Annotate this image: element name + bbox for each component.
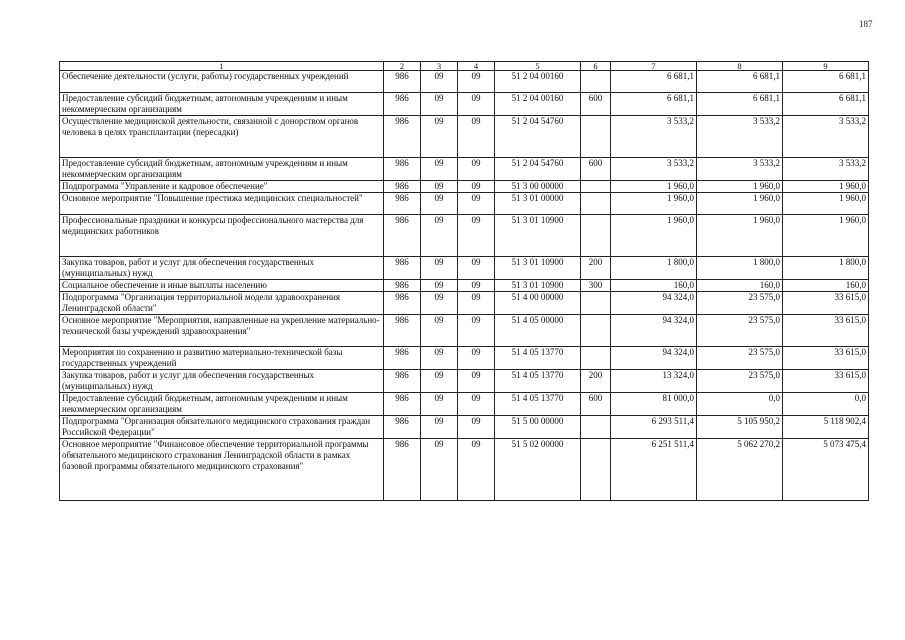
row-code-ministry: 986: [384, 158, 421, 181]
header-cell: 9: [783, 62, 869, 71]
header-cell: 2: [384, 62, 421, 71]
row-amount-y2: 23 575,0: [697, 315, 783, 347]
row-name: Осуществление медицинской деятельности, связанной с донорством органов человека в целях трансплантации (пересадки): [60, 116, 384, 158]
row-code-section: 09: [421, 439, 458, 501]
row-name: Подпрограмма "Управление и кадровое обеспечение": [60, 181, 384, 193]
row-amount-y3: 0,0: [783, 393, 869, 416]
row-code-target: 51 2 04 54760: [495, 116, 581, 158]
row-code-section: 09: [421, 292, 458, 315]
row-amount-y3: 33 615,0: [783, 370, 869, 393]
row-code-ministry: 986: [384, 215, 421, 257]
row-code-subsection: 09: [458, 280, 495, 292]
row-code-target: 51 2 04 00160: [495, 93, 581, 116]
row-amount-y3: 6 681,1: [783, 71, 869, 93]
row-code-target: 51 4 05 13770: [495, 370, 581, 393]
row-amount-y1: 6 681,1: [611, 93, 697, 116]
row-code-section: 09: [421, 257, 458, 280]
row-name: Основное мероприятие "Мероприятия, направленные на укрепление материально-технической базы учреждений здравоохранения": [60, 315, 384, 347]
row-code-target: 51 2 04 00160: [495, 71, 581, 93]
row-code-target: 51 3 01 10900: [495, 257, 581, 280]
row-code-expense: [581, 416, 611, 439]
row-code-expense: [581, 193, 611, 215]
row-code-section: 09: [421, 370, 458, 393]
row-name: Основное мероприятие "Повышение престижа медицинских специальностей": [60, 193, 384, 215]
row-code-subsection: 09: [458, 370, 495, 393]
row-code-subsection: 09: [458, 315, 495, 347]
row-amount-y3: 6 681,1: [783, 93, 869, 116]
row-code-target: 51 3 01 10900: [495, 215, 581, 257]
row-amount-y3: 33 615,0: [783, 315, 869, 347]
row-amount-y1: 3 533,2: [611, 116, 697, 158]
row-name: Предоставление субсидий бюджетным, автономным учреждениям и иным некоммерческим организациям: [60, 158, 384, 181]
row-amount-y3: 5 118 902,4: [783, 416, 869, 439]
table-row: [60, 292, 869, 315]
row-amount-y2: 0,0: [697, 393, 783, 416]
row-code-expense: 300: [581, 280, 611, 292]
row-amount-y3: 5 073 475,4: [783, 439, 869, 501]
row-name: Профессиональные праздники и конкурсы профессионального мастерства для медицинских работников: [60, 215, 384, 257]
row-amount-y2: 23 575,0: [697, 347, 783, 370]
row-amount-y1: 6 681,1: [611, 71, 697, 93]
row-code-section: 09: [421, 158, 458, 181]
table-row: [60, 370, 869, 393]
page-number: 187: [859, 19, 873, 29]
row-amount-y3: 3 533,2: [783, 158, 869, 181]
row-code-expense: [581, 71, 611, 93]
row-amount-y3: 1 960,0: [783, 181, 869, 193]
row-code-expense: [581, 315, 611, 347]
row-code-target: 51 4 05 13770: [495, 347, 581, 370]
row-amount-y2: 3 533,2: [697, 116, 783, 158]
table-row: [60, 347, 869, 370]
row-code-expense: 200: [581, 257, 611, 280]
row-code-target: 51 5 00 00000: [495, 416, 581, 439]
row-code-target: 51 3 01 10900: [495, 280, 581, 292]
row-name: Предоставление субсидий бюджетным, автономным учреждениям и иным некоммерческим организациям: [60, 93, 384, 116]
row-code-section: 09: [421, 393, 458, 416]
row-amount-y2: 6 681,1: [697, 93, 783, 116]
row-code-ministry: 986: [384, 193, 421, 215]
header-cell: 6: [581, 62, 611, 71]
header-cell: 7: [611, 62, 697, 71]
table-row: [60, 181, 869, 193]
table-row: [60, 257, 869, 280]
row-name: Мероприятия по сохранению и развитию материально-технической базы государственных учреждений: [60, 347, 384, 370]
table-row: [60, 71, 869, 93]
row-amount-y1: 13 324,0: [611, 370, 697, 393]
row-amount-y2: 160,0: [697, 280, 783, 292]
row-code-subsection: 09: [458, 158, 495, 181]
row-code-ministry: 986: [384, 71, 421, 93]
row-amount-y2: 1 960,0: [697, 215, 783, 257]
row-name: Социальное обеспечение и иные выплаты населению: [60, 280, 384, 292]
row-amount-y1: 160,0: [611, 280, 697, 292]
row-amount-y2: 23 575,0: [697, 292, 783, 315]
row-code-subsection: 09: [458, 439, 495, 501]
row-code-subsection: 09: [458, 93, 495, 116]
row-amount-y3: 1 960,0: [783, 193, 869, 215]
table-row: [60, 280, 869, 292]
header-cell: 8: [697, 62, 783, 71]
row-amount-y2: 5 062 270,2: [697, 439, 783, 501]
row-name: Обеспечение деятельности (услуги, работы) государственных учреждений: [60, 71, 384, 93]
row-code-ministry: 986: [384, 181, 421, 193]
row-amount-y1: 6 251 511,4: [611, 439, 697, 501]
row-name: Закупка товаров, работ и услуг для обеспечения государственных (муниципальных) нужд: [60, 257, 384, 280]
row-amount-y1: 1 960,0: [611, 193, 697, 215]
row-code-ministry: 986: [384, 93, 421, 116]
row-code-target: 51 5 02 00000: [495, 439, 581, 501]
row-code-expense: 600: [581, 393, 611, 416]
row-code-target: 51 3 00 00000: [495, 181, 581, 193]
row-code-target: 51 2 04 54760: [495, 158, 581, 181]
row-code-subsection: 09: [458, 416, 495, 439]
row-amount-y1: 1 960,0: [611, 181, 697, 193]
row-code-ministry: 986: [384, 347, 421, 370]
row-code-section: 09: [421, 347, 458, 370]
row-code-section: 09: [421, 71, 458, 93]
row-code-section: 09: [421, 416, 458, 439]
row-name: Подпрограмма "Организация обязательного медицинского страхования граждан Российской Федерации": [60, 416, 384, 439]
header-cell: 1: [60, 62, 384, 71]
header-row: [60, 62, 869, 71]
row-amount-y3: 3 533,2: [783, 116, 869, 158]
row-amount-y3: 33 615,0: [783, 347, 869, 370]
row-code-expense: [581, 292, 611, 315]
row-code-target: 51 4 05 13770: [495, 393, 581, 416]
row-amount-y1: 81 000,0: [611, 393, 697, 416]
row-code-expense: [581, 116, 611, 158]
row-code-subsection: 09: [458, 292, 495, 315]
header-cell: 5: [495, 62, 581, 71]
table-row: [60, 158, 869, 181]
table-row: [60, 315, 869, 347]
row-code-expense: [581, 215, 611, 257]
header-cell: 4: [458, 62, 495, 71]
row-amount-y1: 94 324,0: [611, 292, 697, 315]
row-amount-y1: 1 800,0: [611, 257, 697, 280]
row-amount-y2: 3 533,2: [697, 158, 783, 181]
row-code-ministry: 986: [384, 257, 421, 280]
row-code-ministry: 986: [384, 280, 421, 292]
row-code-section: 09: [421, 215, 458, 257]
row-code-subsection: 09: [458, 215, 495, 257]
row-amount-y2: 6 681,1: [697, 71, 783, 93]
row-code-subsection: 09: [458, 116, 495, 158]
row-amount-y1: 6 293 511,4: [611, 416, 697, 439]
row-code-expense: 600: [581, 158, 611, 181]
table-row: [60, 193, 869, 215]
row-code-section: 09: [421, 280, 458, 292]
row-code-subsection: 09: [458, 71, 495, 93]
row-amount-y3: 160,0: [783, 280, 869, 292]
row-amount-y2: 23 575,0: [697, 370, 783, 393]
table-row: [60, 416, 869, 439]
row-amount-y1: 3 533,2: [611, 158, 697, 181]
row-code-expense: 600: [581, 93, 611, 116]
row-amount-y3: 1 800,0: [783, 257, 869, 280]
table-row: [60, 393, 869, 416]
row-code-subsection: 09: [458, 193, 495, 215]
row-code-expense: 200: [581, 370, 611, 393]
header-cell: 3: [421, 62, 458, 71]
row-name: Предоставление субсидий бюджетным, автономным учреждениям и иным некоммерческим организациям: [60, 393, 384, 416]
row-code-expense: [581, 181, 611, 193]
budget-table: [59, 61, 869, 501]
row-amount-y1: 94 324,0: [611, 315, 697, 347]
row-amount-y2: 1 960,0: [697, 193, 783, 215]
row-code-section: 09: [421, 116, 458, 158]
row-code-subsection: 09: [458, 393, 495, 416]
row-amount-y1: 94 324,0: [611, 347, 697, 370]
row-amount-y2: 1 800,0: [697, 257, 783, 280]
row-code-expense: [581, 439, 611, 501]
row-amount-y3: 33 615,0: [783, 292, 869, 315]
row-code-section: 09: [421, 315, 458, 347]
row-code-ministry: 986: [384, 416, 421, 439]
row-code-ministry: 986: [384, 315, 421, 347]
row-code-subsection: 09: [458, 257, 495, 280]
row-code-ministry: 986: [384, 116, 421, 158]
row-amount-y1: 1 960,0: [611, 215, 697, 257]
row-amount-y2: 5 105 950,2: [697, 416, 783, 439]
row-code-target: 51 3 01 00000: [495, 193, 581, 215]
row-code-ministry: 986: [384, 439, 421, 501]
row-code-expense: [581, 347, 611, 370]
row-code-target: 51 4 00 00000: [495, 292, 581, 315]
row-code-ministry: 986: [384, 393, 421, 416]
table-row: [60, 93, 869, 116]
table-row: [60, 215, 869, 257]
row-code-section: 09: [421, 93, 458, 116]
row-code-subsection: 09: [458, 347, 495, 370]
table-row: [60, 116, 869, 158]
row-code-subsection: 09: [458, 181, 495, 193]
row-amount-y2: 1 960,0: [697, 181, 783, 193]
row-code-target: 51 4 05 00000: [495, 315, 581, 347]
row-amount-y3: 1 960,0: [783, 215, 869, 257]
row-code-ministry: 986: [384, 292, 421, 315]
row-name: Закупка товаров, работ и услуг для обеспечения государственных (муниципальных) нужд: [60, 370, 384, 393]
table-row: [60, 439, 869, 501]
row-code-section: 09: [421, 181, 458, 193]
row-name: Подпрограмма "Организация территориальной модели здравоохранения Ленинградской области": [60, 292, 384, 315]
row-name: Основное мероприятие "Финансовое обеспечение территориальной программы обязательного медицинского страхования Ленинградской области в рамках базовой программы обязательного медицинского страхования": [60, 439, 384, 501]
row-code-ministry: 986: [384, 370, 421, 393]
row-code-section: 09: [421, 193, 458, 215]
